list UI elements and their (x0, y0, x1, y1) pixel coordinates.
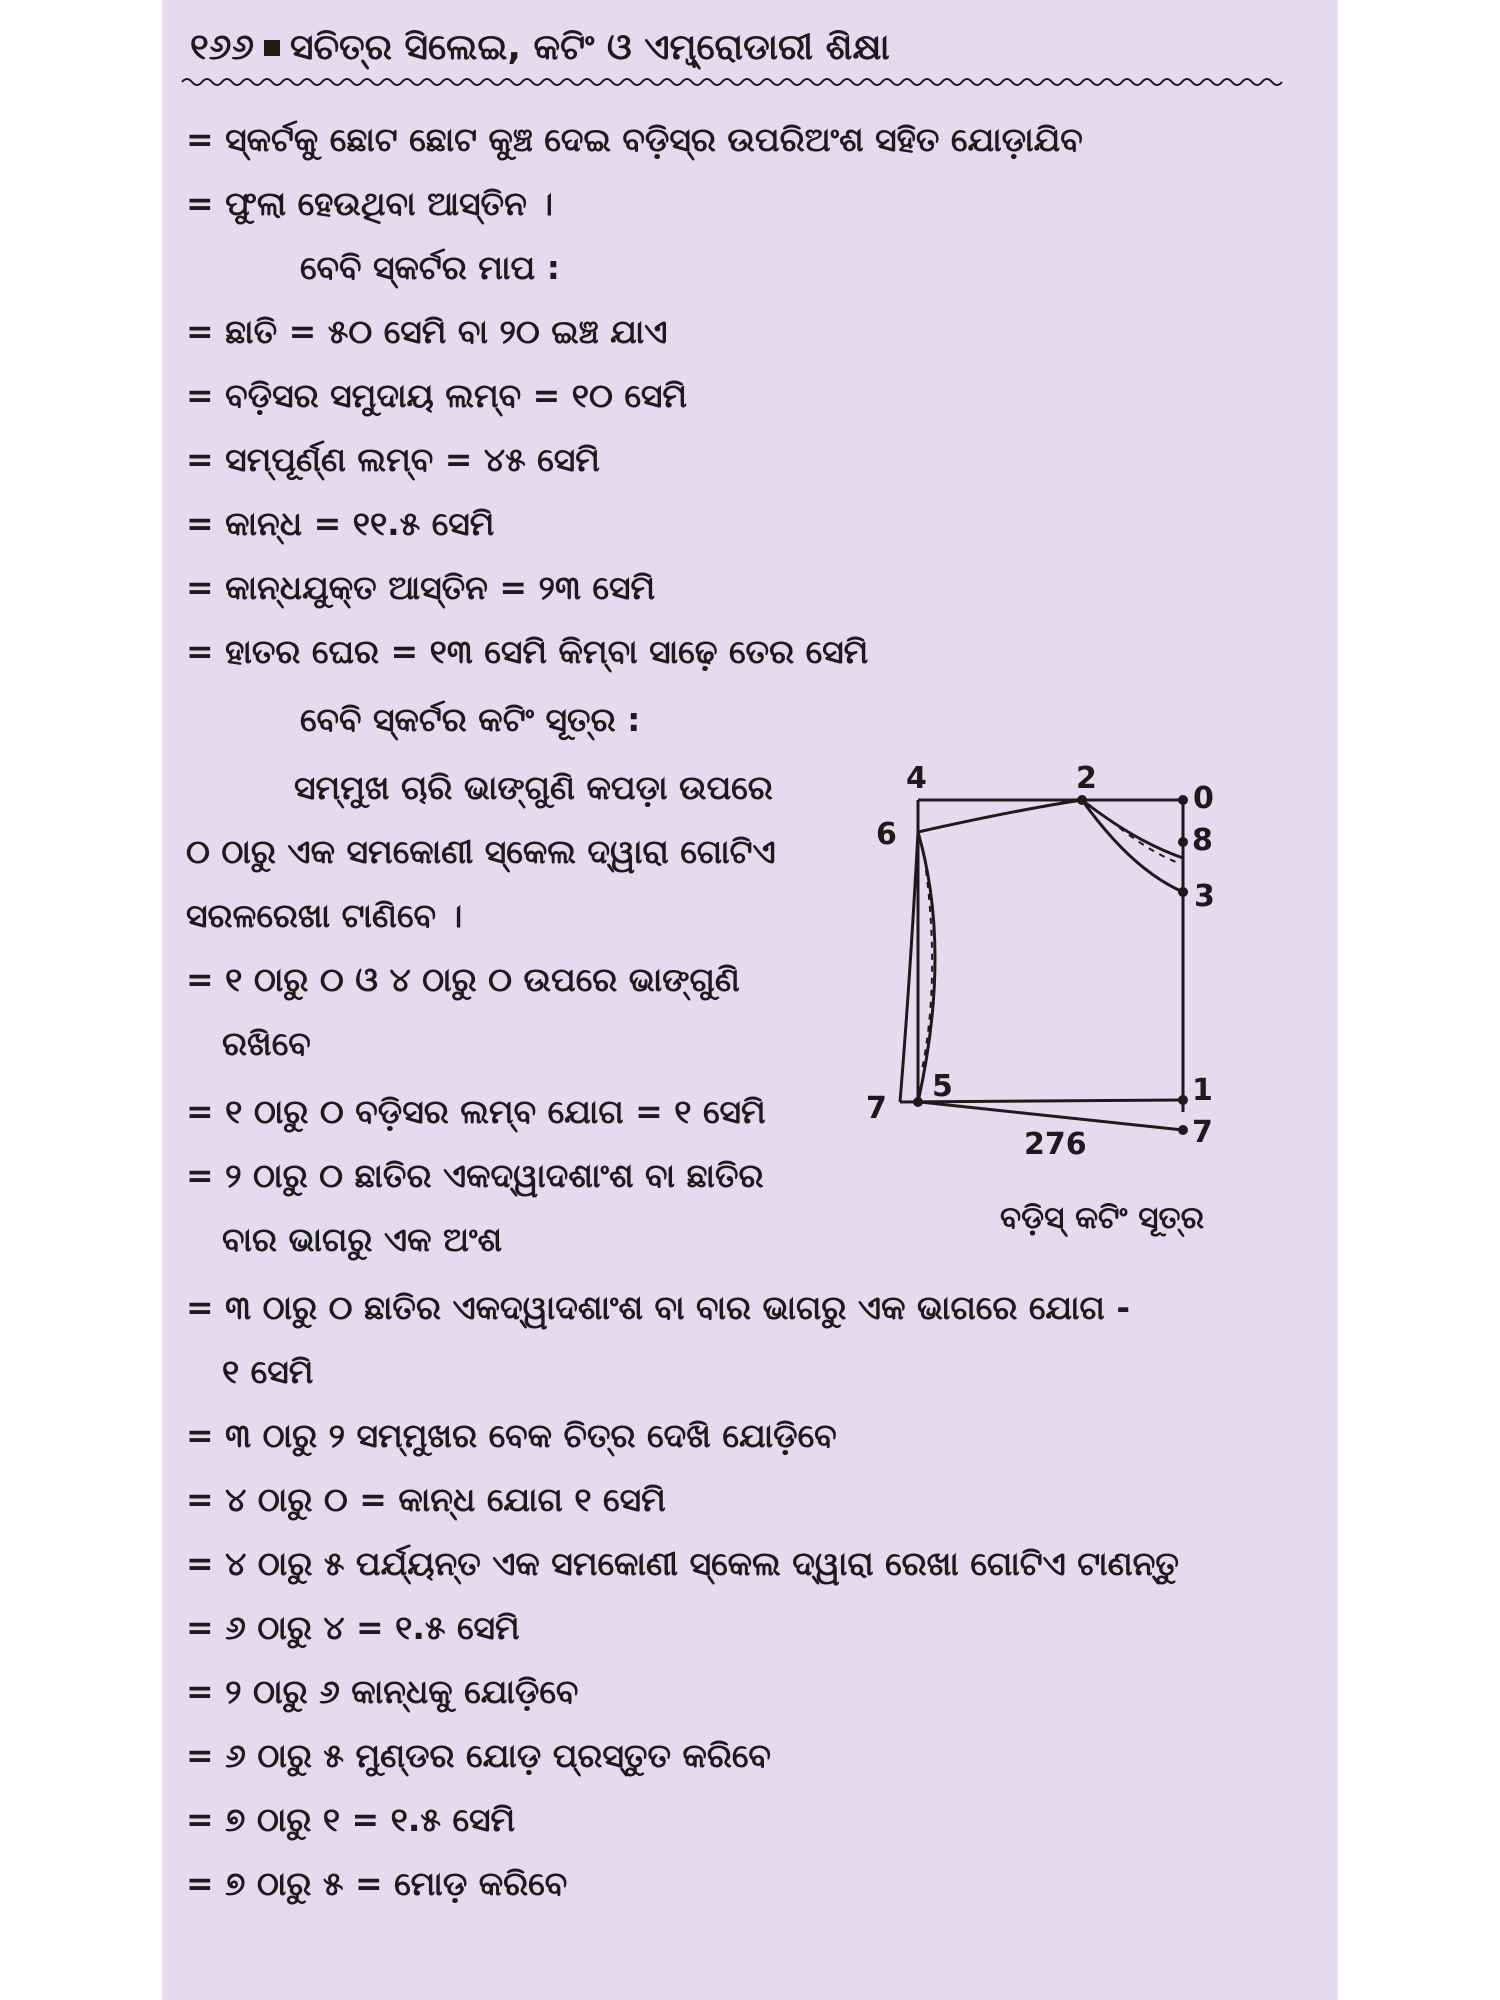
diagram-shoulder-curve (918, 800, 1082, 832)
book-page (162, 0, 1338, 2000)
text-line: = ବଡ଼ିସର ସମୁଦାୟ ଲମ୍ବ = ୧୦ ସେମି (186, 376, 688, 415)
diagram-label-7-left: 7 (866, 1091, 887, 1126)
text-line: ସରଳରେଖା ଟାଣିବେ । (186, 896, 463, 935)
diagram-neck-curve-inner (1082, 800, 1183, 858)
book-title: ସଚିତ୍ର ସିଲେଇ, କଟିଂ ଓ ଏମ୍ବ୍ରୋଡାରୀ ଶିକ୍ଷା (289, 27, 890, 68)
diagram-neck-curve (1082, 800, 1183, 892)
text-line: = କାନ୍ଧ = ୧୧.୫ ସେମି (186, 504, 495, 543)
diagram-label-8: 8 (1192, 823, 1213, 858)
diagram-point-1 (1178, 1095, 1188, 1105)
diagram-point-8 (1178, 837, 1188, 847)
diagram-label-6: 6 (876, 817, 897, 852)
text-line: = ୨ ଠାରୁ ୬ କାନ୍ଧକୁ ଯୋଡ଼ିବେ (186, 1672, 579, 1711)
text-line: = କାନ୍ଧଯୁକ୍ତ ଆସ୍ତିନ = ୨୩ ସେମି (186, 568, 656, 607)
diagram-label-5: 5 (932, 1069, 953, 1104)
section-heading: ବେବି ସ୍କର୍ଟର ମାପ : (300, 248, 560, 287)
header-separator-square (264, 40, 280, 56)
diagram-point-5 (913, 1097, 923, 1107)
diagram-label-3: 3 (1194, 879, 1215, 914)
diagram-label-7: 7 (1192, 1115, 1213, 1150)
text-line: = ୧ ଠାରୁ ୦ ଓ ୪ ଠାରୁ ୦ ଉପରେ ଭାଙ୍ଗୁଣି (186, 960, 740, 999)
text-line: ୧ ସେମି (222, 1352, 314, 1391)
diagram-point-7 (1178, 1125, 1188, 1135)
diagram-measure-label: 276 (1024, 1127, 1087, 1162)
bodice-cutting-diagram (866, 750, 1332, 1170)
text-line: ସମ୍ମୁଖ ଚାରି ଭାଙ୍ଗୁଣି କପଡ଼ା ଉପରେ (294, 768, 773, 807)
diagram-label-0: 0 (1193, 781, 1214, 816)
text-line: = ୪ ଠାରୁ ୦ = କାନ୍ଧ ଯୋଗ ୧ ସେମି (186, 1480, 666, 1519)
diagram-label-1: 1 (1192, 1073, 1213, 1108)
text-line: = ସ୍କର୍ଟକୁ ଛୋଟ ଛୋଟ କୁଞ୍ଚ ଦେଇ ବଡ଼ିସ୍‌ର ଉପରିଅଂଶ ସହିତ ଯୋଡ଼ାଯିବ (186, 120, 1083, 159)
header-wavy-divider (182, 76, 1322, 88)
diagram-point-2 (1077, 795, 1087, 805)
text-line: = ସମ୍ପୂର୍ଣ୍ଣ ଲମ୍ବ = ୪୫ ସେମି (186, 440, 600, 479)
diagram-caption: ବଡ଼ିସ୍ କଟିଂ ସୂତ୍ର (1000, 1200, 1205, 1236)
section-heading: ବେବି ସ୍କର୍ଟର କଟିଂ ସୂତ୍ର : (300, 700, 641, 739)
page-number: ୧୬୬ (190, 27, 254, 68)
text-line: ବାର ଭାଗରୁ ଏକ ଅଂଶ (222, 1220, 503, 1259)
text-line: ରଖିବେ (222, 1024, 311, 1063)
diagram-side-curve (900, 832, 918, 1102)
page-header (190, 26, 890, 70)
diagram-point-0 (1178, 795, 1188, 805)
diagram-slant-line (920, 1102, 1183, 1130)
text-line: = ଛାତି = ୫୦ ସେମି ବା ୨୦ ଇଞ୍ଚ ଯାଏ (186, 312, 668, 351)
text-line: = ୭ ଠାରୁ ୫ = ମୋଡ଼ କରିବେ (186, 1864, 568, 1903)
text-line: = ୬ ଠାରୁ ୪ = ୧.୫ ସେମି (186, 1608, 520, 1647)
text-line: = ୧ ଠାରୁ ୦ ବଡ଼ିସର ଲମ୍ବ ଯୋଗ = ୧ ସେମି (186, 1092, 766, 1131)
diagram-label-2: 2 (1076, 761, 1097, 796)
text-line: = ୨ ଠାରୁ ୦ ଛାତିର ଏକଦ୍ୱାଦଶାଂଶ ବା ଛାତିର (186, 1156, 764, 1195)
text-line: = ୩ ଠାରୁ ୦ ଛାତିର ଏକଦ୍ୱାଦଶାଂଶ ବା ବାର ଭାଗରୁ ଏକ ଭାଗରେ ଯୋଗ - (186, 1288, 1131, 1327)
diagram-label-4: 4 (906, 761, 927, 796)
text-line: = ହାତର ଘେର = ୧୩ ସେମି କିମ୍ବା ସାଢ଼େ ତେର ସେମି (186, 632, 869, 671)
text-line: = ୪ ଠାରୁ ୫ ପର୍ଯ୍ୟନ୍ତ ଏକ ସମକୋଣୀ ସ୍କେଲ ଦ୍ୱାରା ରେଖା ଗୋଟିଏ ଟାଣନ୍ତୁ (186, 1544, 1179, 1583)
text-line: = ୭ ଠାରୁ ୧ = ୧.୫ ସେମି (186, 1800, 516, 1839)
text-line: ୦ ଠାରୁ ଏକ ସମକୋଣୀ ସ୍କେଲ ଦ୍ୱାରା ଗୋଟିଏ (186, 832, 776, 871)
text-line: = ଫୁଲା ହେଉଥିବା ଆସ୍ତିନ । (186, 184, 554, 223)
diagram-point-3 (1178, 887, 1188, 897)
text-line: = ୬ ଠାରୁ ୫ ମୁଣ୍ଡର ଯୋଡ଼ ପ୍ରସ୍ତୁତ କରିବେ (186, 1736, 771, 1775)
text-line: = ୩ ଠାରୁ ୨ ସମ୍ମୁଖର ବେକ ଚିତ୍ର ଦେଖି ଯୋଡ଼ିବେ (186, 1416, 837, 1455)
